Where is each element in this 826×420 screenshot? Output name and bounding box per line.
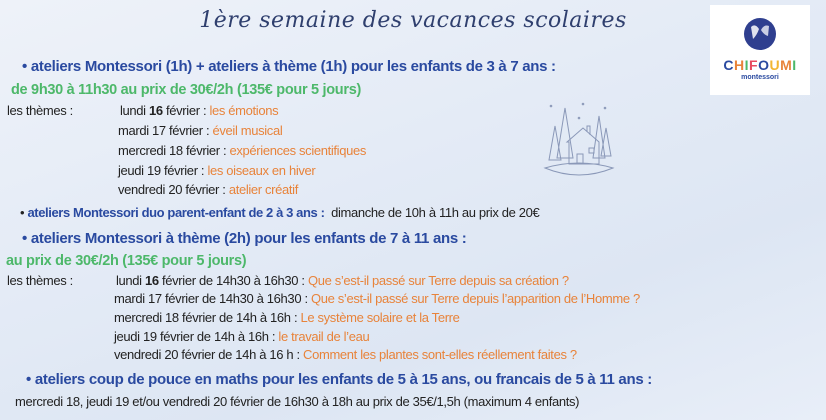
theme-row bbox=[114, 329, 369, 345]
logo-subtitle: montessori bbox=[741, 74, 779, 81]
theme-row bbox=[120, 103, 278, 119]
section3-heading bbox=[22, 231, 466, 247]
theme-text: éveil musical bbox=[212, 123, 283, 138]
heading-text: ateliers Montessori (1h) + ateliers à thème (1h) pour les enfants de 3 à 7 ans : bbox=[30, 58, 556, 75]
theme-text: Comment les plantes sont-elles réellement faites ? bbox=[303, 347, 577, 362]
date-bold: 16 bbox=[148, 103, 163, 118]
date-text-suffix: février : bbox=[162, 103, 210, 118]
date-text: mardi 17 février de 14h30 à 16h30 : bbox=[114, 291, 311, 306]
logo-letter: H bbox=[733, 57, 745, 73]
date-text-suffix: février de 14h30 à 16h30 : bbox=[158, 273, 308, 288]
theme-row bbox=[118, 182, 298, 198]
theme-text: atelier créatif bbox=[228, 182, 298, 197]
theme-row bbox=[114, 310, 460, 326]
date-text: mercredi 18 février : bbox=[118, 143, 230, 158]
section1-heading bbox=[22, 59, 556, 75]
logo-letter: I bbox=[792, 57, 797, 73]
bullet: • bbox=[22, 230, 27, 247]
date-bold: 16 bbox=[144, 273, 159, 288]
date-text: mercredi 18 février de 14h à 16h : bbox=[114, 310, 301, 325]
bullet: • bbox=[26, 371, 31, 388]
logo-letter: C bbox=[723, 57, 734, 73]
heading-text: ateliers coup de pouce en maths pour les enfants de 5 à 15 ans, ou francais de 5 à 11 ans : bbox=[34, 371, 652, 388]
theme-text: expériences scientifiques bbox=[229, 143, 367, 158]
section2 bbox=[20, 205, 539, 221]
theme-row bbox=[118, 143, 366, 159]
theme-text: les oiseaux en hiver bbox=[207, 163, 316, 178]
section4-heading bbox=[26, 372, 652, 388]
hands-globe-icon bbox=[743, 17, 777, 51]
logo-letter: I bbox=[744, 57, 749, 73]
page-title: 1ère semaine des vacances scolaires bbox=[199, 8, 627, 33]
section2-heading: ateliers Montessori duo parent-enfant de 2 à 3 ans : bbox=[27, 205, 325, 220]
chifoumi-logo bbox=[710, 5, 810, 95]
date-text: vendredi 20 février de 14h à 16 h : bbox=[114, 347, 304, 362]
logo-letter: M bbox=[780, 57, 793, 73]
bullet: • bbox=[22, 58, 27, 75]
section3-themes-label: les thèmes : bbox=[7, 273, 73, 288]
section3-price: au prix de 30€/2h (135€ pour 5 jours) bbox=[6, 253, 247, 269]
theme-row bbox=[114, 347, 577, 363]
theme-row bbox=[118, 163, 315, 179]
theme-text: les émotions bbox=[209, 103, 279, 118]
bullet: • bbox=[20, 205, 25, 220]
logo-letter: O bbox=[758, 57, 770, 73]
theme-row bbox=[118, 123, 282, 139]
theme-text: Que s’est-il passé sur Terre depuis sa création ? bbox=[307, 273, 569, 288]
logo-name bbox=[710, 57, 810, 73]
date-text: vendredi 20 février : bbox=[118, 182, 229, 197]
theme-text: Que s’est-il passé sur Terre depuis l’apparition de l’Homme ? bbox=[310, 291, 640, 306]
date-text: mardi 17 février : bbox=[118, 123, 213, 138]
theme-row bbox=[116, 273, 569, 289]
section2-detail: dimanche de 10h à 11h au prix de 20€ bbox=[331, 205, 540, 220]
theme-text: Le système solaire et la Terre bbox=[300, 310, 460, 325]
date-text: jeudi 19 février de 14h à 16h : bbox=[114, 329, 279, 344]
winter-cabin-illustration bbox=[543, 98, 615, 180]
heading-text: ateliers Montessori à thème (2h) pour les enfants de 7 à 11 ans : bbox=[30, 230, 467, 247]
section4-detail: mercredi 18, jeudi 19 et/ou vendredi 20 février de 16h30 à 18h au prix de 35€/1,5h (maximum 4 enfants) bbox=[15, 394, 580, 409]
date-text: lundi bbox=[120, 103, 149, 118]
date-text: jeudi 19 février : bbox=[118, 163, 208, 178]
theme-text: le travail de l’eau bbox=[278, 329, 370, 344]
section1-price: de 9h30 à 11h30 au prix de 30€/2h (135€ pour 5 jours) bbox=[11, 82, 361, 98]
date-text: lundi bbox=[116, 273, 145, 288]
logo-letter: F bbox=[749, 57, 759, 73]
theme-row bbox=[114, 291, 640, 307]
logo-letter: U bbox=[769, 57, 781, 73]
section1-themes-label: les thèmes : bbox=[7, 103, 73, 118]
